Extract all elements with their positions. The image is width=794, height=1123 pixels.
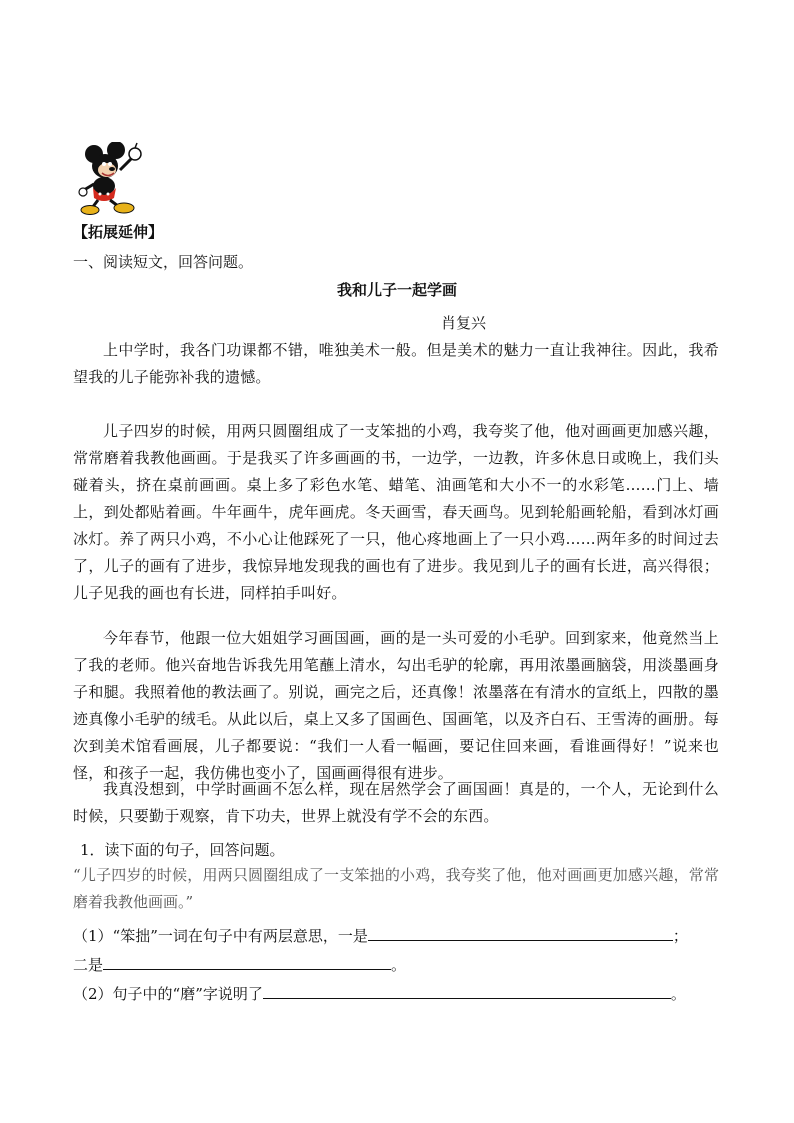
sub-question-1-line-2-prefix: 二是: [73, 956, 104, 974]
question-1-quote: “儿子四岁的时候，用两只圆圈组成了一支笨拙的小鸡，我夸奖了他，他对画画更加感兴趣，常常磨着我教他画画。”: [73, 866, 719, 911]
sub-question-1-semicolon: ；: [672, 927, 688, 945]
mickey-mouse-icon: [78, 142, 148, 216]
answer-blank-1[interactable]: [368, 926, 673, 941]
instruction: 一、阅读短文，回答问题。: [73, 253, 254, 271]
paragraph-1: 上中学时，我各门功课都不错，唯独美术一般。但是美术的魅力一直让我神往。因此，我希望我的儿子能弥补我的遗憾。: [73, 341, 719, 386]
article-author: 肖复兴: [441, 314, 487, 332]
sub-question-2-prefix: （2）句子中的“磨”字说明了: [73, 985, 263, 1003]
paragraph-2: 儿子四岁的时候，用两只圆圈组成了一支笨拙的小鸡，我夸奖了他，他对画画更加感兴趣，常常磨着我教他画画。于是我买了许多画画的书，一边学，一边教，许多休息日或晚上，我们头碰着头，挤在桌前画画。桌上多了彩色水笔、蜡笔、油画笔和大小不一的水彩笔……门上、墙上，到处都贴着画。牛年画牛，虎年画虎。冬天画雪，春天画鸟。见到轮船画轮船，看到冰灯画冰灯。养了两只小鸡，不小心让他踩死了一只，他心疼地画上了一只小鸡……两年多的时间过去了，儿子的画有了进步，我惊异地发现我的画也有了进步。我见到儿子的画有长进，高兴得很；儿子见我的画也有长进，同样拍手叫好。: [73, 422, 719, 602]
sub-question-1-prefix: （1）“笨拙”一词在句子中有两层意思，一是: [73, 927, 368, 945]
question-1-label: 1．读下面的句子，回答问题。: [80, 841, 285, 859]
sub-question-1-line-1: [73, 926, 723, 946]
sub-question-2: [73, 984, 723, 1004]
article-title: 我和儿子一起学画: [336, 281, 457, 299]
sub-question-2-period: 。: [670, 985, 686, 1003]
paragraph-3: 今年春节，他跟一位大姐姐学习画国画，画的是一头可爱的小毛驴。回到家来，他竟然当上了我的老师。他兴奋地告诉我先用笔蘸上清水，勾出毛驴的轮廓，再用浓墨画脑袋，用淡墨画身子和腿。我照着他的教法画了。别说，画完之后，还真像！浓墨落在有清水的宣纸上，四散的墨迹真像小毛驴的绒毛。从此以后，桌上又多了国画色、国画笔，以及齐白石、王雪涛的画册。每次到美术馆看画展，儿子都要说：“我们一人看一幅画，要记住回来画，看谁画得好！”说来也怪，和孩子一起，我仿佛也变小了，国画画得很有进步。: [73, 629, 719, 782]
section-title: 【拓展延伸】: [73, 223, 164, 241]
answer-blank-3[interactable]: [263, 984, 671, 999]
paragraph-4: 我真没想到，中学时画画不怎么样，现在居然学会了画国画！真是的，一个人，无论到什么时候，只要勤于观察，肯下功夫，世界上就没有学不会的东西。: [73, 780, 719, 825]
sub-question-1-period: 。: [391, 956, 407, 974]
answer-blank-2[interactable]: [103, 955, 391, 970]
sub-question-1-line-2: [73, 955, 723, 975]
